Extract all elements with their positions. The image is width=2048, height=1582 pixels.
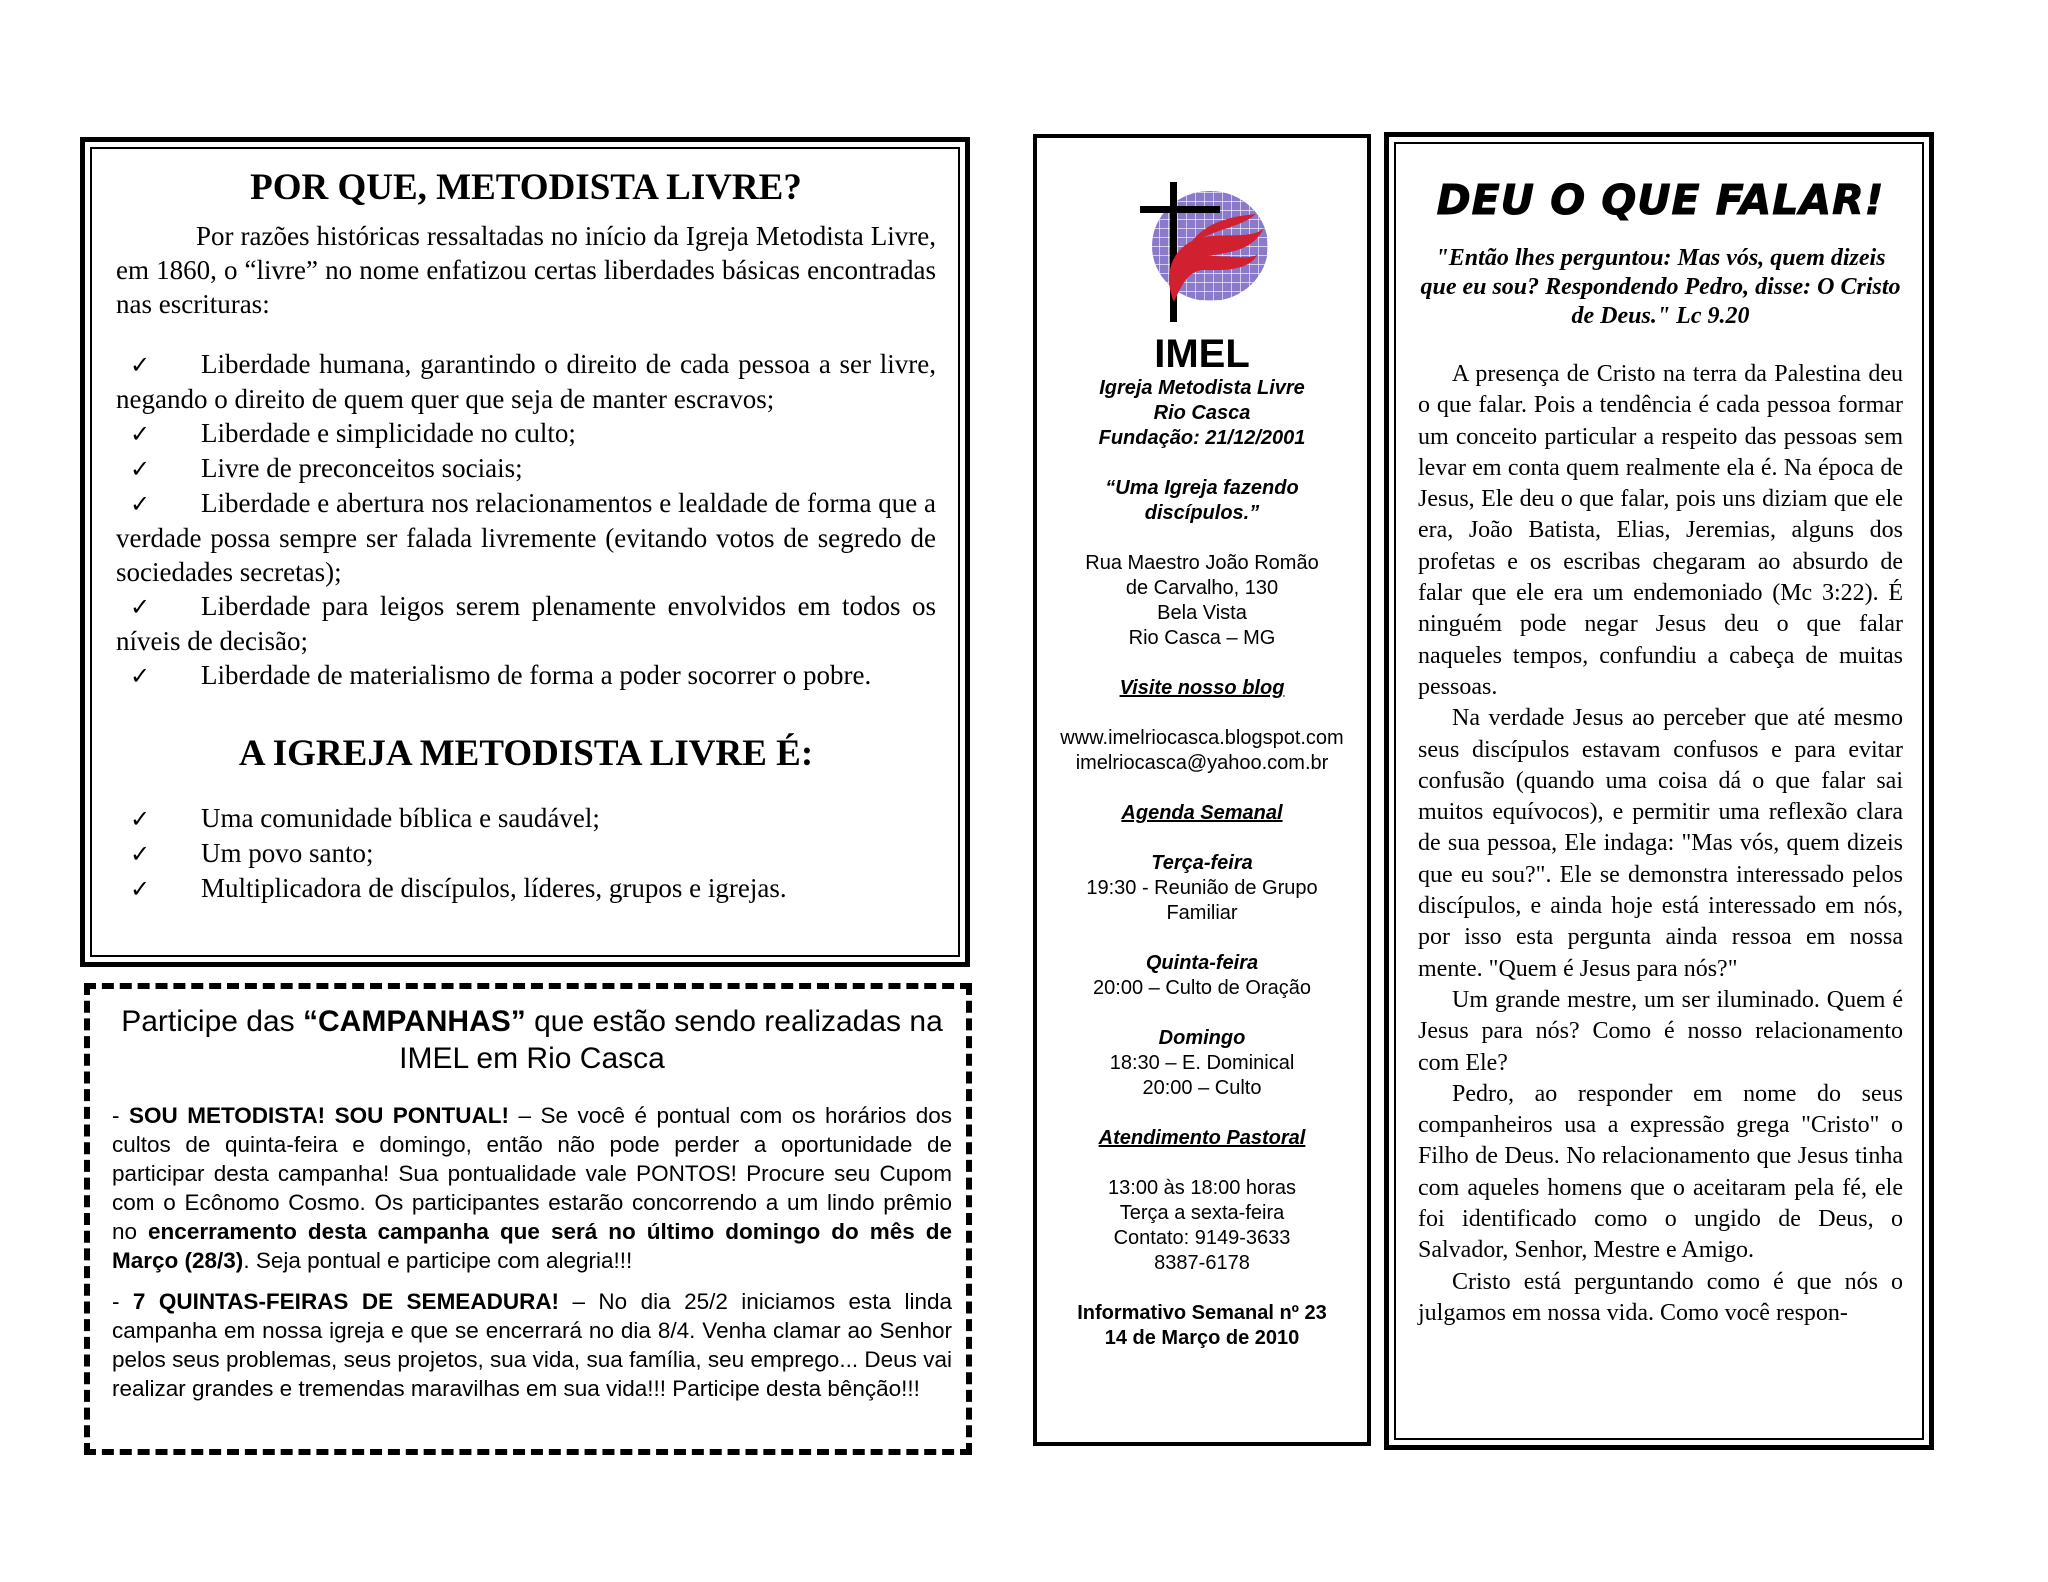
issue-number: Informativo Semanal nº 23 <box>1077 1302 1327 1324</box>
why-title: POR QUE, METODISTA LIVRE? <box>250 167 802 208</box>
list-item: ✓ Liberdade e simplicidade no culto; <box>116 416 936 451</box>
pastoral-hours: 13:00 às 18:00 horas <box>1108 1177 1296 1199</box>
why-free-methodist-box <box>80 137 970 967</box>
pastoral-heading: Atendimento Pastoral <box>1098 1127 1306 1149</box>
list-item: ✓ Livre de preconceitos sociais; <box>116 451 936 486</box>
agenda-item: Familiar <box>1166 902 1238 924</box>
checkmark-icon: ✓ <box>130 490 151 518</box>
agenda-item: 19:30 - Reunião de Grupo <box>1086 877 1318 899</box>
campaign-seven-thursdays: - 7 QUINTAS-FEIRAS DE SEMEADURA! – No dia 25/2 iniciamos esta linda campanha em nossa igreja e que se encerrará no dia 8/4. Venha clamar ao Senhor pelos seus problemas, seus projetos, sua vida, sua família, seu emprego... Deus vai realizar grandes e tremendas maravilhas em sua vida!!! Participe desta bênção!!! <box>112 1289 952 1401</box>
checkmark-icon: ✓ <box>130 662 151 690</box>
pastoral-contact: Contato: 9149-3633 <box>1113 1227 1291 1249</box>
email-address: imelriocasca@yahoo.com.br <box>1075 752 1329 774</box>
checkmark-icon: ✓ <box>130 351 151 379</box>
campaigns-box <box>84 983 972 1455</box>
address-line-4: Rio Casca – MG <box>1128 627 1276 649</box>
bible-verse: "Então lhes perguntou: Mas vós, quem dizeis que eu sou? Respondendo Pedro, disse: O Cristo de Deus." Lc 9.20 <box>1420 245 1901 329</box>
church-full-name: Igreja Metodista Livre <box>1099 377 1305 399</box>
list-item: ✓ Multiplicadora de discípulos, líderes, grupos e igrejas. <box>116 871 936 906</box>
church-is-list <box>116 801 936 906</box>
agenda-day-sunday: Domingo <box>1158 1027 1246 1049</box>
pastoral-days: Terça a sexta-feira <box>1119 1202 1285 1224</box>
motto-line-2: discípulos.” <box>1144 502 1260 524</box>
list-item: ✓ Liberdade humana, garantindo o direito de cada pessoa a ser livre, negando o direito de quem quer que seja de manter escravos; <box>116 349 936 414</box>
campaigns-title: Participe das “CAMPANHAS” que estão sendo realizadas na IMEL em Rio Casca <box>121 1005 943 1075</box>
liberties-list <box>116 347 936 693</box>
address-line-2: de Carvalho, 130 <box>1125 577 1279 599</box>
address-line-3: Bela Vista <box>1157 602 1247 624</box>
article-paragraph: Cristo está perguntando como é que nós o julgamos em nossa vida. Como você respon- <box>1418 1268 1903 1326</box>
issue-date: 14 de Março de 2010 <box>1104 1327 1300 1349</box>
blog-heading: Visite nosso blog <box>1119 677 1285 699</box>
agenda-item: 20:00 – Culto de Oração <box>1093 977 1311 999</box>
list-item: ✓ Liberdade de materialismo de forma a poder socorrer o pobre. <box>116 658 936 693</box>
article-paragraph: Um grande mestre, um ser iluminado. Quem é Jesus para nós? Como é nosso relacionamento com Ele? <box>1418 986 1903 1076</box>
church-city: Rio Casca <box>1153 402 1251 424</box>
motto-line-1: “Uma Igreja fazendo <box>1105 477 1299 499</box>
list-item: ✓ Um povo santo; <box>116 836 936 871</box>
campaign-punctual: - SOU METODISTA! SOU PONTUAL! – Se você é pontual com os horários dos cultos de quinta-feira e domingo, então não pode perder a oportunidade de participar desta campanha! Sua pontualidade vale PONTOS! Procure seu Cupom com o Ecônomo Cosmo. Os participantes estarão concorrendo a um lindo prêmio no encerramento desta campanha que será no último domingo do mês de Março (28/3). Seja pontual e participe com alegria!!! <box>112 1103 953 1273</box>
article-paragraph: Pedro, ao responder em nome do seus companheiros usa a expressão grega "Cristo" o Filho de Deus. No relacionamento que Jesus tinha com aqueles homens que o aceitaram pela fé, ele foi identificado como o ungido de Deus, o Salvador, Senhor, Mestre e Amigo. <box>1418 1080 1903 1264</box>
church-is-title: A IGREJA METODISTA LIVRE É: <box>238 733 814 774</box>
checkmark-icon: ✓ <box>130 420 151 448</box>
blog-url: www.imelriocasca.blogspot.com <box>1060 727 1344 749</box>
address-line-1: Rua Maestro João Romão <box>1085 552 1319 574</box>
checkmark-icon: ✓ <box>130 593 151 621</box>
agenda-day-tuesday: Terça-feira <box>1151 852 1253 874</box>
church-acronym: IMEL <box>1154 332 1250 376</box>
agenda-item: 18:30 – E. Dominical <box>1109 1052 1295 1074</box>
agenda-heading: Agenda Semanal <box>1121 802 1283 824</box>
list-item: ✓ Liberdade para leigos serem plenamente envolvidos em todos os níveis de decisão; <box>116 591 936 656</box>
church-info-box <box>1033 134 1371 1446</box>
list-item: ✓ Liberdade e abertura nos relacionamentos e lealdade de forma que a verdade possa sempre ser falada livremente (evitando votos de segredo de sociedades secretas); <box>116 488 936 587</box>
checkmark-icon: ✓ <box>130 840 151 868</box>
checkmark-icon: ✓ <box>130 875 151 903</box>
article-paragraph: Na verdade Jesus ao perceber que até mesmo seus discípulos estavam confusos e para evitar confusão (quando uma coisa dá o que falar sai muitos equívocos), e permitir uma reflexão clara de sua pessoa, Ele indaga: "Mas vós, quem dizeis que eu sou?". Ele se demonstra interessado pelos discípulos, e ainda hoje está interessado em nós, por isso esta pergunta ainda ressoa em nossa mente. "Quem é Jesus para nós?" <box>1418 705 1903 982</box>
foundation-date: Fundação: 21/12/2001 <box>1098 427 1306 449</box>
checkmark-icon: ✓ <box>130 805 151 833</box>
imel-logo <box>1132 174 1272 324</box>
checkmark-icon: ✓ <box>130 455 151 483</box>
pastoral-phone: 8387-6178 <box>1154 1252 1250 1274</box>
agenda-item: 20:00 – Culto <box>1142 1077 1262 1099</box>
list-item: ✓ Uma comunidade bíblica e saudável; <box>116 801 936 836</box>
article-title: DEU O QUE FALAR! <box>1436 176 1885 224</box>
intro-paragraph: Por razões históricas ressaltadas no início da Igreja Metodista Livre, em 1860, o “livre” no nome enfatizou certas liberdades básicas encontradas nas escrituras: <box>116 221 936 319</box>
article-paragraph: A presença de Cristo na terra da Palestina deu o que falar. Pois a tendência é cada pessoa formar um conceito particular a respeito das pessoas sem levar em conta quem realmente ela é. Na época de Jesus, Ele deu o que falar, pois uns diziam que ele era, João Batista, Elias, Jeremias, alguns dos profetas e os escribas chegaram ao absurdo de falar que ele era um endemoniado (Mc 3:22). É ninguém pode negar Jesus deu o que falar naqueles tempos, confundiu a cabeça de muitas pessoas. <box>1418 361 1903 700</box>
article-box <box>1384 132 1934 1450</box>
agenda-day-thursday: Quinta-feira <box>1145 952 1259 974</box>
